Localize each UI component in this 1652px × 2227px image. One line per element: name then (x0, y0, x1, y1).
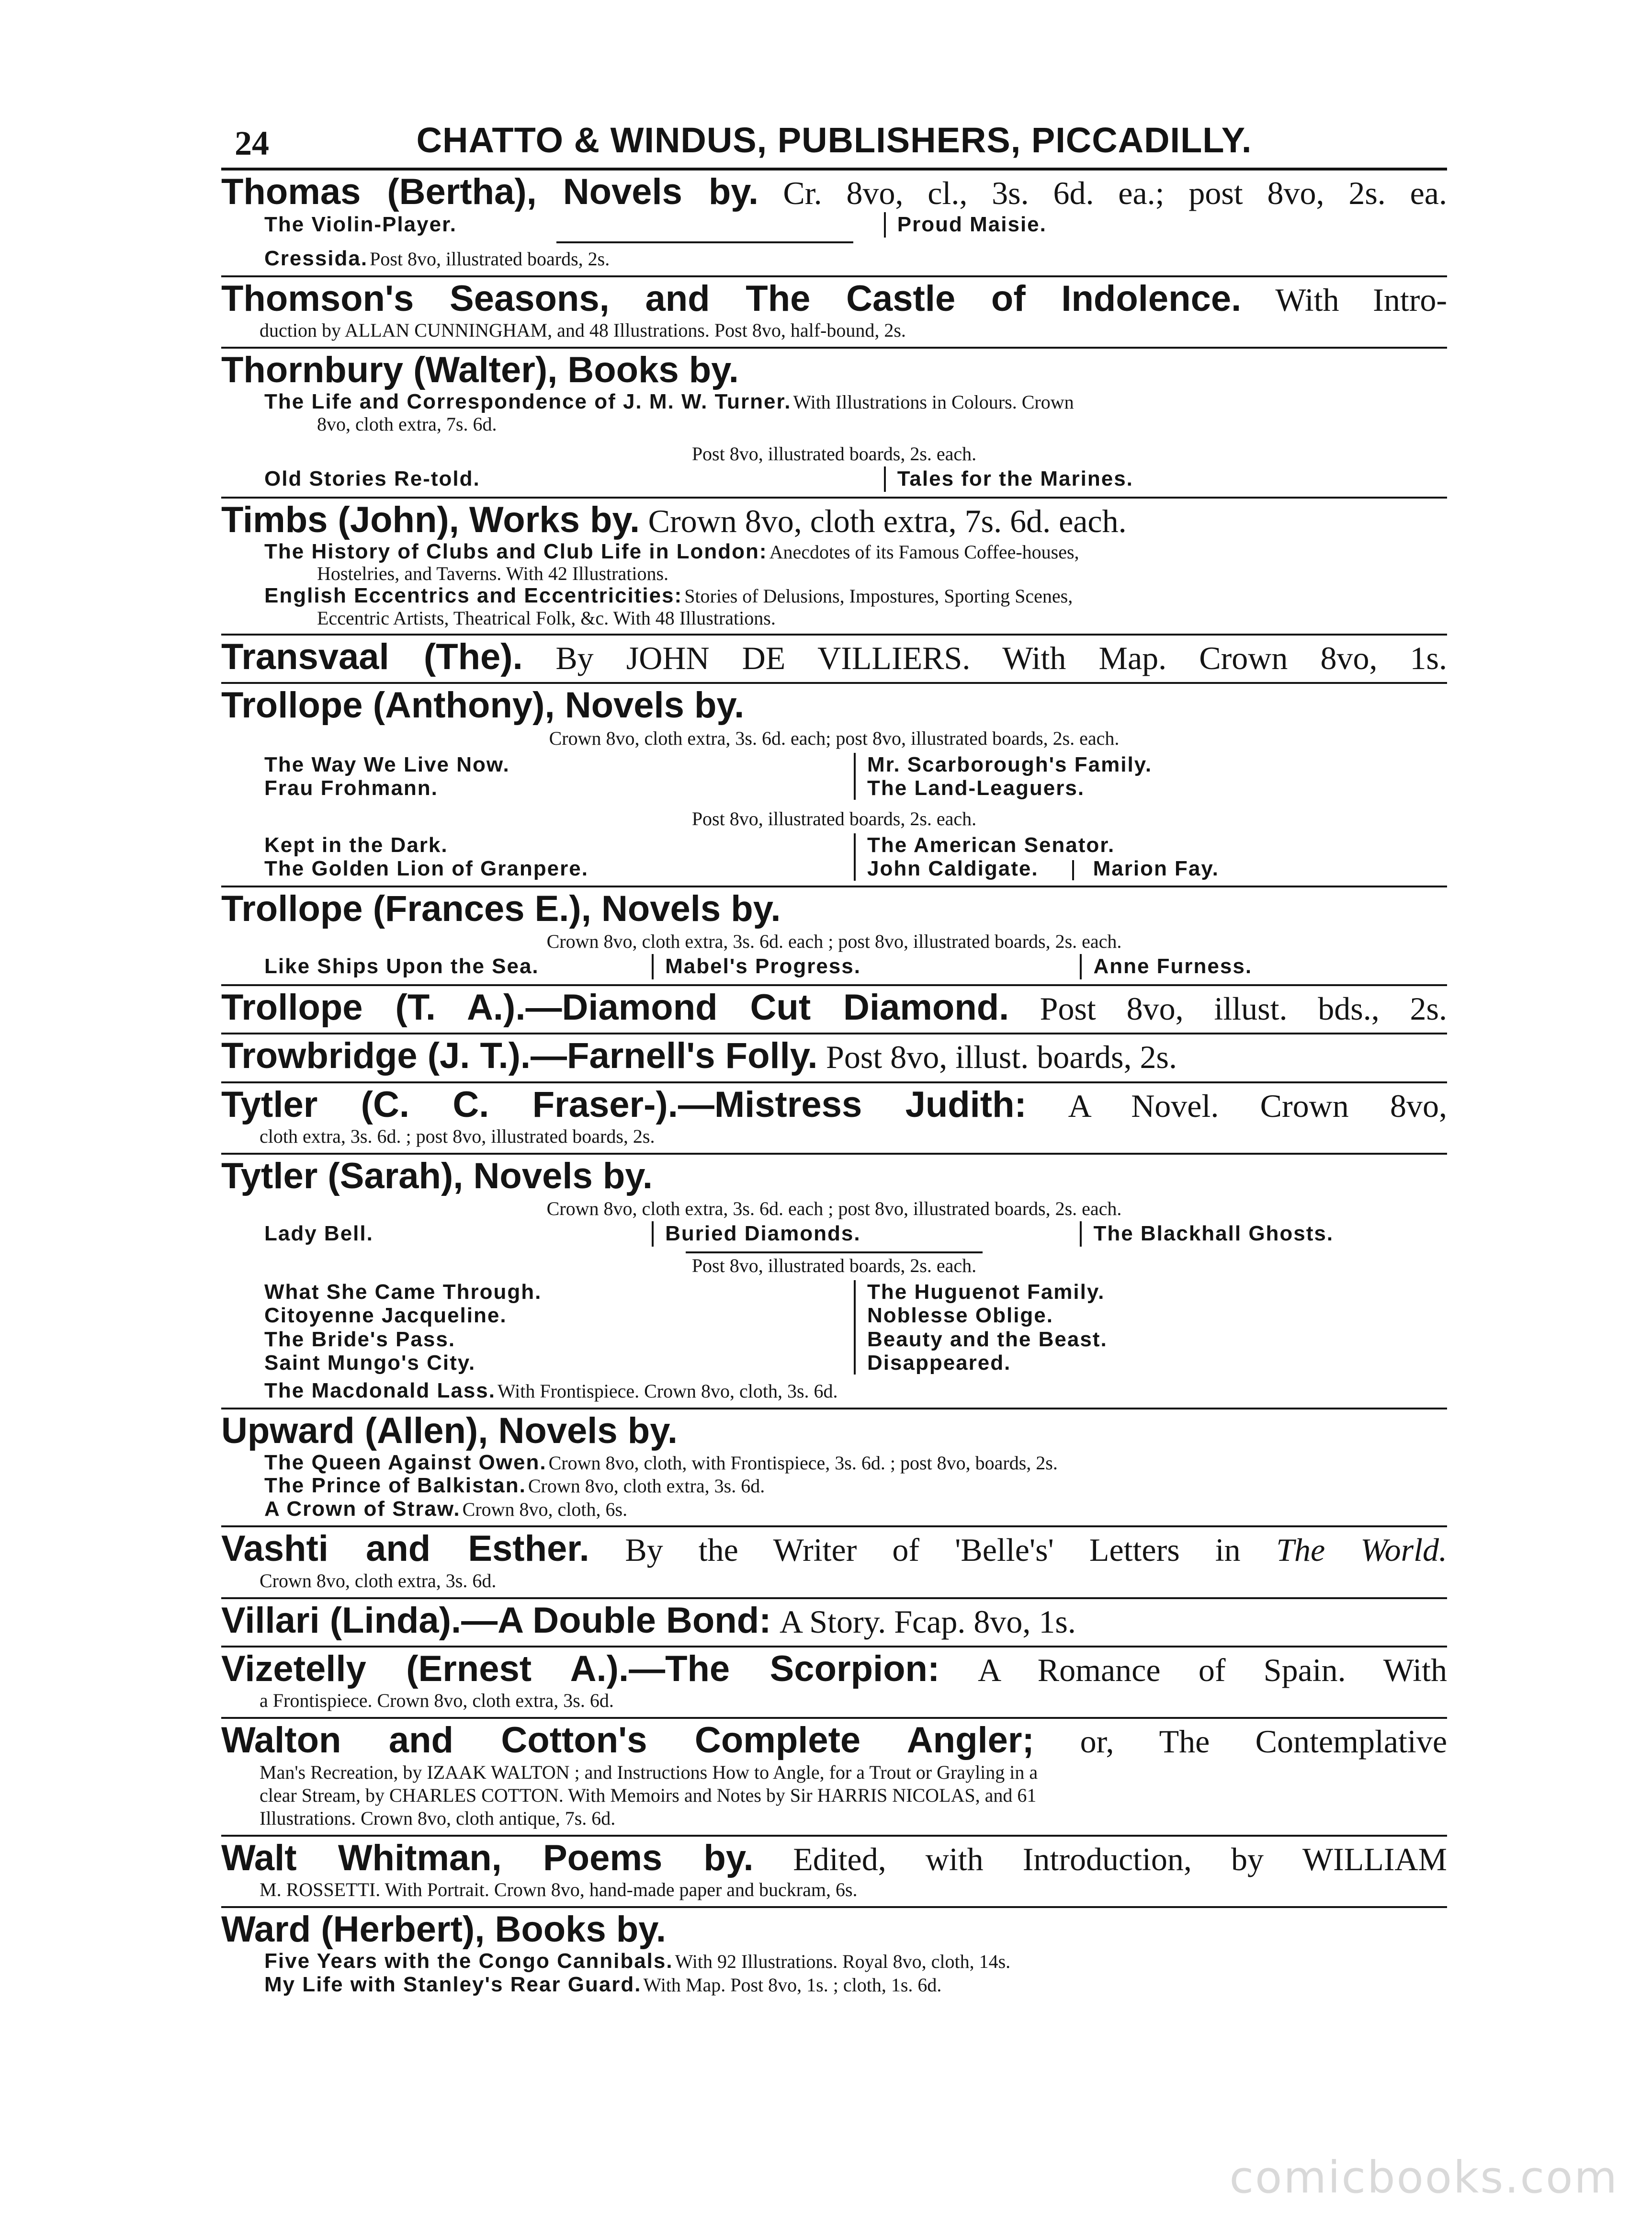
price-caption: Post 8vo, illustrated boards, 2s. each. (691, 808, 977, 830)
book-title: The Land-Leaguers. (867, 776, 1085, 800)
entry-thomas (221, 170, 1447, 277)
book-title: Disappeared. (867, 1351, 1011, 1375)
entry-heading: Thomson's Seasons, and The Castle of Indolence. (221, 278, 1242, 319)
book-note: Crown 8vo, cloth, 6s. (462, 1498, 628, 1520)
entry-heading-tail: Crown 8vo, cloth extra, 7s. 6d. each. (648, 502, 1127, 539)
entry-heading-tail: Edited, with Introduction, by WILLIAM (793, 1841, 1447, 1877)
entry-heading: Tytler (C. C. Fraser-).—Mistress Judith: (221, 1084, 1027, 1125)
book-note: With Map. Post 8vo, 1s. ; cloth, 1s. 6d. (643, 1974, 942, 1996)
book-note: Crown 8vo, cloth extra, 3s. 6d. (528, 1475, 765, 1497)
page-header (221, 115, 1447, 170)
entry-heading: Trowbridge (J. T.).—Farnell's Folly. (221, 1035, 818, 1077)
entry-trollope-anthony (221, 684, 1447, 887)
entry-thornbury (221, 349, 1447, 499)
book-title: Buried Diamonds. (652, 1221, 1080, 1247)
price-caption: Post 8vo, illustrated boards, 2s. each. (691, 443, 977, 465)
entry-trowbridge (221, 1034, 1447, 1083)
entry-heading: Thornbury (Walter), Books by. (221, 349, 739, 390)
book-title: John Caldigate. (867, 857, 1039, 881)
book-note: Eccentric Artists, Theatrical Folk, &c. With 48 Illustrations. (317, 607, 776, 629)
book-title: Five Years with the Congo Cannibals. (264, 1949, 673, 1973)
book-note: With Frontispiece. Crown 8vo, cloth, 3s. 6d. (497, 1380, 838, 1402)
entry-heading: Ward (Herbert), Books by. (221, 1909, 666, 1950)
book-title: The Golden Lion of Granpere. (264, 857, 588, 881)
catalogue-page (221, 115, 1447, 2150)
book-title: Saint Mungo's City. (264, 1351, 476, 1375)
book-title: The Life and Correspondence of J. M. W. Turner. (264, 390, 792, 414)
entry-description: cloth extra, 3s. 6d. ; post 8vo, illustrated boards, 2s. (260, 1125, 655, 1147)
book-title: Kept in the Dark. (264, 833, 448, 857)
entry-heading: Vizetelly (Ernest A.).—The Scorpion: (221, 1648, 940, 1689)
entry-description: M. ROSSETTI. With Portrait. Crown 8vo, hand-made paper and buckram, 6s. (260, 1879, 858, 1901)
divider (556, 241, 853, 243)
entry-heading: Trollope (T. A.).—Diamond Cut Diamond. (221, 987, 1009, 1028)
book-title: Mr. Scarborough's Family. (867, 752, 1153, 776)
entry-description: clear Stream, by CHARLES COTTON. With Memoirs and Notes by Sir HARRIS NICOLAS, and 61 (260, 1784, 1037, 1806)
watermark: comicbooks.com (1229, 2152, 1618, 2203)
book-note: 8vo, cloth extra, 7s. 6d. (317, 413, 497, 435)
book-note: Hostelries, and Taverns. With 42 Illustrations. (317, 563, 669, 585)
entry-tytler-sarah (221, 1155, 1447, 1409)
entry-transvaal (221, 636, 1447, 684)
book-title: A Crown of Straw. (264, 1497, 461, 1521)
book-title: Old Stories Re-told. (264, 466, 480, 490)
entry-heading-tail: Post 8vo, illust. bds., 2s. (1040, 990, 1447, 1027)
entry-whitman (221, 1837, 1447, 1908)
entry-heading: Trollope (Frances E.), Novels by. (221, 888, 781, 929)
entry-heading: Tytler (Sarah), Novels by. (221, 1155, 653, 1196)
book-note: Crown 8vo, cloth, with Frontispiece, 3s. 6d. ; post 8vo, boards, 2s. (548, 1452, 1058, 1474)
book-title: The Way We Live Now. (264, 752, 510, 776)
entry-heading: Villari (Linda).—A Double Bond: (221, 1600, 771, 1641)
entry-ward (221, 1908, 1447, 2001)
entry-heading-tail: A Novel. Crown 8vo, (1068, 1087, 1447, 1124)
entry-heading-tail: Post 8vo, illust. boards, 2s. (826, 1039, 1177, 1076)
entry-heading-tail: A Romance of Spain. With (978, 1651, 1447, 1688)
page-number: 24 (235, 124, 269, 162)
book-title: Cressida. (264, 247, 368, 271)
book-title: Proud Maisie. (884, 212, 1447, 238)
entry-heading: Thomas (Bertha), Novels by. (221, 171, 759, 212)
entry-heading: Vashti and Esther. (221, 1528, 589, 1569)
book-title: The Macdonald Lass. (264, 1379, 496, 1403)
book-title: The Huguenot Family. (867, 1280, 1105, 1304)
book-title: Noblesse Oblige. (867, 1304, 1053, 1328)
entry-vizetelly (221, 1648, 1447, 1719)
book-note: With Illustrations in Colours. Crown (793, 391, 1074, 413)
book-title: Like Ships Upon the Sea. (264, 954, 539, 978)
entry-heading: Walt Whitman, Poems by. (221, 1837, 754, 1878)
entry-trollope-frances (221, 887, 1447, 986)
entry-tytler-cc (221, 1083, 1447, 1155)
entry-heading-tail: Cr. 8vo, cl., 3s. 6d. ea.; post 8vo, 2s. ea. (783, 175, 1447, 211)
entry-description: Man's Recreation, by IZAAK WALTON ; and Instructions How to Angle, for a Trout or Grayling in a (260, 1761, 1038, 1783)
book-title: My Life with Stanley's Rear Guard. (264, 1972, 642, 1996)
entry-heading: Upward (Allen), Novels by. (221, 1410, 678, 1451)
book-title: Tales for the Marines. (884, 466, 1447, 492)
entry-upward (221, 1409, 1447, 1528)
entry-timbs (221, 499, 1447, 636)
entry-description: Illustrations. Crown 8vo, cloth antique, 7s. 6d. (260, 1807, 616, 1829)
entry-walton (221, 1719, 1447, 1836)
entry-description: duction by ALLAN CUNNINGHAM, and 48 Illustrations. Post 8vo, half-bound, 2s. (260, 319, 906, 341)
entry-heading-tail: By JOHN DE VILLIERS. With Map. Crown 8vo, 1s. (555, 639, 1447, 676)
book-title: Citoyenne Jacqueline. (264, 1304, 507, 1328)
price-caption: Crown 8vo, cloth extra, 3s. 6d. each ; post 8vo, illustrated boards, 2s. each. (546, 930, 1122, 952)
entry-description: Crown 8vo, cloth extra, 3s. 6d. (260, 1569, 497, 1591)
entry-heading: Walton and Cotton's Complete Angler; (221, 1720, 1034, 1761)
book-title: What She Came Through. (264, 1280, 542, 1304)
entry-heading: Trollope (Anthony), Novels by. (221, 685, 745, 726)
book-title: The History of Clubs and Club Life in London: (264, 539, 768, 563)
entry-heading-tail: or, The Contemplative (1080, 1723, 1447, 1760)
book-note: Stories of Delusions, Impostures, Sporting Scenes, (684, 585, 1073, 607)
price-caption: Crown 8vo, cloth extra, 3s. 6d. each; post 8vo, illustrated boards, 2s. each. (549, 727, 1120, 749)
book-title: Beauty and the Beast. (867, 1327, 1108, 1351)
book-title: English Eccentrics and Eccentricities: (264, 584, 683, 608)
book-title: Anne Furness. (1080, 954, 1447, 979)
book-note: Anecdotes of its Famous Coffee-houses, (769, 541, 1079, 563)
entry-vashti (221, 1527, 1447, 1599)
entry-villari (221, 1599, 1447, 1648)
page-title: CHATTO & WINDUS, PUBLISHERS, PICCADILLY. (416, 120, 1252, 160)
book-title: Mabel's Progress. (652, 954, 1080, 979)
entry-heading-italic: The World. (1276, 1532, 1447, 1568)
book-title: The Blackhall Ghosts. (1080, 1221, 1447, 1247)
book-title: Frau Frohmann. (264, 776, 438, 800)
price-caption: Crown 8vo, cloth extra, 3s. 6d. each ; post 8vo, illustrated boards, 2s. each. (546, 1198, 1122, 1220)
book-title: The Queen Against Owen. (264, 1450, 547, 1474)
book-note: With 92 Illustrations. Royal 8vo, cloth, 14s. (675, 1951, 1011, 1973)
entry-heading: Transvaal (The). (221, 636, 523, 677)
book-title: The Violin-Player. (264, 213, 457, 237)
book-title: The Prince of Balkistan. (264, 1474, 526, 1498)
entry-thomson (221, 277, 1447, 349)
entry-heading-tail: With Intro- (1275, 281, 1447, 318)
entry-description: a Frontispiece. Crown 8vo, cloth extra, 3s. 6d. (260, 1690, 614, 1712)
entry-heading-tail: A Story. Fcap. 8vo, 1s. (779, 1603, 1076, 1640)
entry-heading-tail: By the Writer of 'Belle's' Letters in (625, 1532, 1241, 1568)
book-title: The American Senator. (867, 833, 1115, 857)
price-caption: Post 8vo, illustrated boards, 2s. each. (691, 1255, 977, 1277)
book-title: Lady Bell. (264, 1222, 373, 1246)
entry-trollope-ta (221, 986, 1447, 1034)
book-title: Marion Fay. (1093, 857, 1219, 881)
entry-heading: Timbs (John), Works by. (221, 499, 640, 540)
book-title: The Bride's Pass. (264, 1327, 456, 1351)
book-note: Post 8vo, illustrated boards, 2s. (370, 248, 610, 270)
